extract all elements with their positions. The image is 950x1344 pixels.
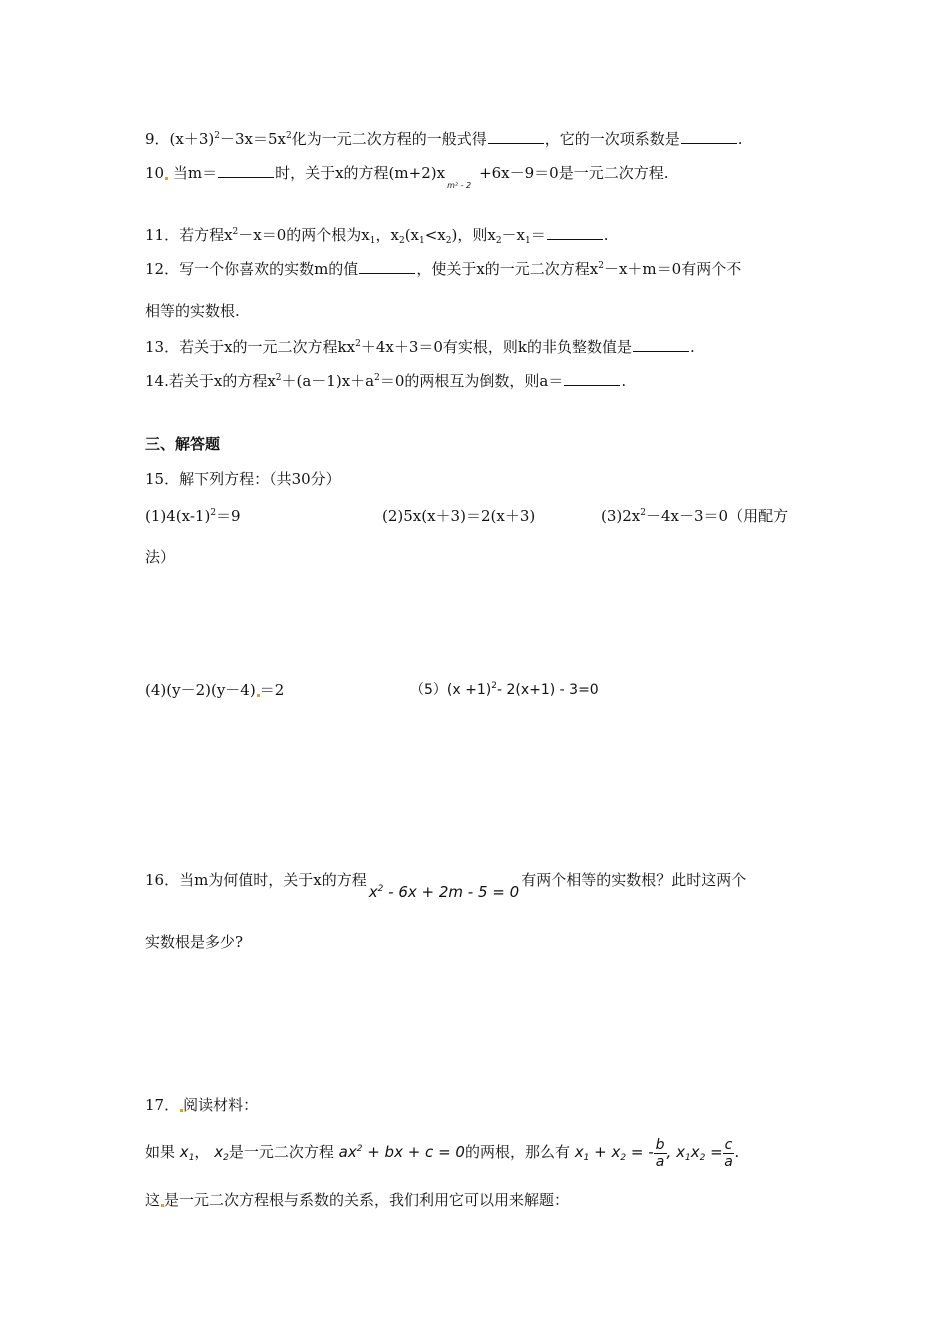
q15-sup: 2 — [640, 508, 646, 518]
q11-text: 11．若方程x — [145, 226, 233, 244]
q16-eq-sup: 2 — [377, 884, 384, 894]
q17-x2 — [214, 1143, 229, 1161]
question-16 — [145, 866, 747, 901]
q17-sub: 2 — [699, 1153, 706, 1163]
q11-text: <x — [424, 226, 446, 244]
q15-sup: 2 — [491, 681, 497, 691]
q17-math: + x — [589, 1143, 621, 1161]
q17-math: , — [666, 1143, 677, 1161]
q11-sub: 2 — [398, 236, 405, 246]
q17-math: + bx + c = 0 — [362, 1143, 465, 1161]
q11-text: . — [603, 226, 609, 244]
q17-text: 是一元二次方程根与系数的关系，我们利用它可以用来解题： — [164, 1191, 570, 1209]
q11-sub: 1 — [419, 236, 425, 246]
q15-text: ＝9 — [216, 507, 241, 525]
q12-text: －x＋m＝0有两个不 — [603, 260, 742, 278]
q17-sub: 1 — [583, 1153, 590, 1163]
q11-text: －x — [501, 226, 526, 244]
q11-sup: 2 — [232, 227, 239, 237]
q16-eq-part: - 6x + 2m - 5 = 0 — [383, 883, 520, 901]
q17-x1 — [180, 1143, 195, 1161]
q17-text: 如果 — [145, 1143, 176, 1161]
q12-text: 12．写一个你喜欢的实数m的值 — [145, 260, 359, 278]
q17-math: = — [705, 1143, 723, 1161]
q14-text: . — [621, 372, 627, 390]
q14-sup: 2 — [374, 373, 380, 383]
q16-text: 实数根是多少? — [145, 933, 244, 951]
q17-sup: 2 — [356, 1144, 363, 1154]
q12-sup: 2 — [598, 261, 604, 271]
q17-text: 的两根，那么有 — [464, 1143, 570, 1161]
q15-part-3-line-2 — [145, 547, 175, 567]
q17-sub: 1 — [684, 1153, 691, 1163]
q17-quadratic — [339, 1143, 465, 1161]
q11-sub: 1 — [369, 236, 376, 246]
q17-math: = - — [626, 1143, 654, 1161]
q17-vieta-product — [667, 1143, 723, 1161]
q13-text: . — [690, 338, 695, 356]
q11-sub: 1 — [525, 236, 531, 246]
q10-text: 时，关于x的方程(m+2)x — [275, 164, 446, 182]
q11-text: (x — [404, 226, 419, 244]
q13-sup: 2 — [355, 339, 361, 349]
q15-text: (2)5x(x＋3)＝2(x＋3) — [382, 507, 536, 525]
q16-text: 16．当m为何值时，关于x的方程 — [145, 871, 367, 889]
q15-part-2 — [382, 506, 535, 526]
q11-text: ＝ — [530, 226, 546, 244]
q15-part-1 — [145, 506, 241, 526]
q9-text: －3x＝5x — [220, 130, 287, 148]
q9-text: 化为一元二次方程的一般式得 — [291, 130, 487, 148]
question-12 — [145, 259, 741, 279]
q17-sub: 2 — [620, 1153, 627, 1163]
question-16-line-2 — [145, 932, 243, 952]
q17-math: ax — [338, 1143, 357, 1161]
q9-text: ，它的一次项系数是 — [544, 130, 680, 148]
question-12-line-2 — [145, 301, 240, 321]
q13-text: ＋4x＋3＝0有实根，则k的非负整数值是 — [360, 338, 633, 356]
question-11 — [145, 225, 609, 245]
q17-line-2 — [145, 1190, 569, 1210]
q10-text: +6x－9＝0是一元二次方程. — [479, 164, 669, 182]
section-heading — [145, 434, 220, 454]
question-13 — [145, 337, 695, 357]
q17-title: 阅读材料： — [183, 1096, 259, 1114]
q15-text: －4x－3＝0（用配方 — [646, 507, 789, 525]
q11-text: )，则x — [451, 226, 496, 244]
q17-math: x — [179, 1143, 189, 1161]
q9-sup: 2 — [214, 131, 220, 141]
question-9 — [145, 129, 743, 149]
answer-blank[interactable] — [681, 129, 737, 144]
q10-exponent: m² - 2 — [447, 181, 472, 190]
q15-part-3 — [601, 506, 788, 526]
q17-text: ， — [194, 1143, 210, 1161]
q17-line-1 — [145, 1132, 739, 1172]
q9-sup: 2 — [286, 131, 292, 141]
q15-text: 法） — [145, 548, 176, 566]
q17-fraction-b-over-a — [654, 1137, 667, 1170]
q15-text: （5）(x +1) — [410, 682, 492, 698]
q14-text: ＝0的两根互为倒数，则a＝ — [379, 372, 564, 390]
fraction-denominator: a — [655, 1153, 665, 1170]
q14-text: ＋(a－1)x＋a — [281, 372, 375, 390]
q16-eq-part: x — [368, 883, 378, 901]
q14-text: 14.若关于x的方程x — [145, 372, 276, 390]
q17-sub: 2 — [223, 1153, 229, 1163]
section-title: 三、解答题 — [145, 435, 221, 453]
q15-sup: 2 — [210, 508, 217, 518]
q11-text: ，x — [375, 226, 399, 244]
answer-blank[interactable] — [564, 371, 620, 386]
q13-text: 13．若关于x的一元二次方程kx — [145, 338, 356, 356]
q15-intro: 15．解下列方程：（共30分） — [145, 470, 341, 488]
q17-sub: 1 — [188, 1153, 195, 1163]
q17-vieta-sum — [575, 1143, 654, 1161]
q17-math: x — [676, 1143, 685, 1161]
q15-part-5 — [410, 680, 599, 700]
q15-part-4 — [145, 680, 284, 700]
q16-text: 有两个相等的实数根？此时这两个 — [521, 871, 747, 889]
q15-text: (1)4(x-1) — [145, 507, 211, 525]
q10-exponent-slot — [445, 164, 479, 190]
q17-text: . — [734, 1143, 740, 1161]
q10-number: 10 — [145, 164, 165, 182]
q15-text: ＝2 — [259, 681, 285, 699]
question-10 — [145, 163, 669, 190]
q11-sub: 2 — [445, 236, 452, 246]
question-15-intro — [145, 469, 341, 489]
q17-text: 这 — [145, 1191, 161, 1209]
q11-text: －x＝0的两个根为x — [238, 226, 370, 244]
answer-blank[interactable] — [218, 163, 274, 178]
q10-text: 当m＝ — [168, 164, 218, 182]
question-14 — [145, 371, 626, 391]
answer-blank[interactable] — [547, 225, 603, 240]
q15-text: - 2(x+1) - 3=0 — [496, 682, 599, 698]
q17-text: 是一元二次方程 — [228, 1143, 334, 1161]
fraction-denominator: a — [724, 1153, 733, 1170]
fraction-numerator: c — [724, 1136, 733, 1153]
answer-blank[interactable] — [359, 259, 415, 274]
q17-math: x — [690, 1143, 700, 1161]
q15-text: (3)2x — [601, 507, 641, 525]
q14-sup: 2 — [275, 373, 282, 383]
q9-text: 9．(x＋3) — [145, 130, 215, 148]
answer-blank[interactable] — [633, 337, 689, 352]
q16-equation — [369, 883, 519, 901]
q15-text: (4)(y－2)(y－4) — [145, 681, 256, 699]
answer-blank[interactable] — [488, 129, 544, 144]
q12-text: 相等的实数根. — [145, 302, 240, 320]
q17-number: 17． — [145, 1096, 180, 1114]
q11-sub: 2 — [495, 236, 502, 246]
question-17 — [145, 1095, 258, 1115]
q17-math: x — [574, 1143, 584, 1161]
q17-fraction-c-over-a — [723, 1137, 735, 1170]
fraction-numerator: b — [655, 1136, 665, 1153]
q12-text: ，使关于x的一元二次方程x — [416, 260, 599, 278]
q17-math: x — [214, 1143, 224, 1161]
q9-text: . — [737, 130, 743, 148]
